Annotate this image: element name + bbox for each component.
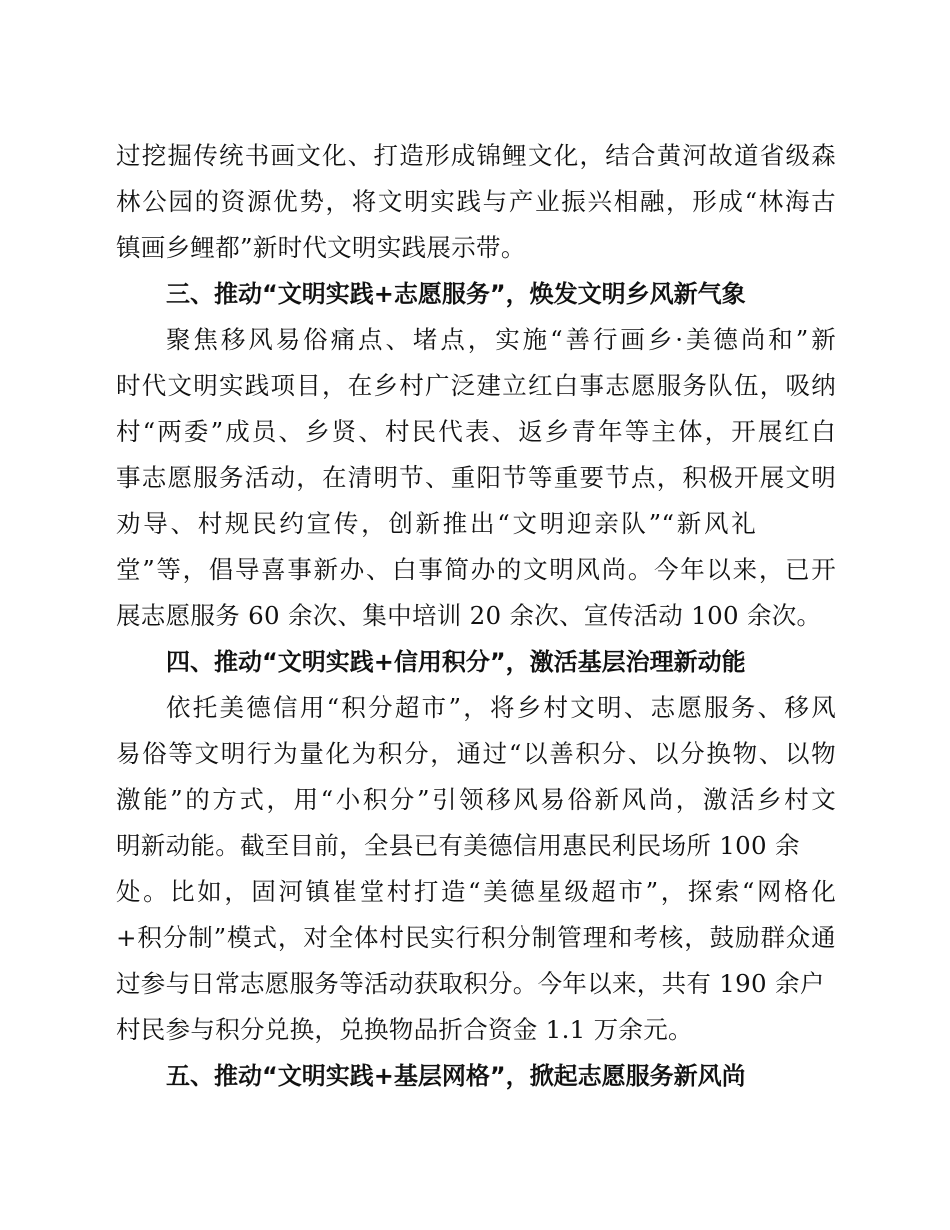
paragraph-line: 林公园的资源优势，将文明实践与产业振兴相融，形成“林海古 xyxy=(116,187,836,216)
paragraph-line: 明新动能。截至目前，全县已有美德信用惠民利民场所 100 余 xyxy=(116,831,800,860)
paragraph-line: 展志愿服务 60 余次、集中培训 20 余次、宣传活动 100 余次。 xyxy=(116,601,822,630)
paragraph-line: 过参与日常志愿服务等活动获取积分。今年以来，共有 190 余户 xyxy=(116,969,825,998)
section-heading-3: 三、推动“文明实践+志愿服务”，焕发文明乡风新气象 xyxy=(166,280,746,308)
paragraph-line: 镇画乡鲤都”新时代文明实践展示带。 xyxy=(116,233,526,262)
section-heading-4: 四、推动“文明实践+信用积分”，激活基层治理新动能 xyxy=(166,648,746,676)
paragraph-line: +积分制”模式，对全体村民实行积分制管理和考核，鼓励群众通 xyxy=(116,923,836,952)
paragraph-line: 激能”的方式，用“小积分”引领移风易俗新风尚，激活乡村文 xyxy=(116,785,836,814)
paragraph-line: 易俗等文明行为量化为积分，通过“以善积分、以分换物、以物 xyxy=(116,739,836,768)
paragraph-line: 村民参与积分兑换，兑换物品折合资金 1.1 万余元。 xyxy=(116,1015,693,1044)
paragraph-line: 事志愿服务活动，在清明节、重阳节等重要节点，积极开展文明 xyxy=(116,463,836,492)
paragraph-line: 村“两委”成员、乡贤、村民代表、返乡青年等主体，开展红白 xyxy=(116,417,836,446)
paragraph-line: 过挖掘传统书画文化、打造形成锦鲤文化，结合黄河故道省级森 xyxy=(116,141,836,170)
paragraph-line: 劝导、村规民约宣传，创新推出“文明迎亲队”“新风礼 xyxy=(116,509,756,538)
paragraph-line: 堂”等，倡导喜事新办、白事简办的文明风尚。今年以来，已开 xyxy=(116,555,837,584)
paragraph-line: 依托美德信用“积分超市”，将乡村文明、志愿服务、移风 xyxy=(166,693,836,722)
paragraph-line: 时代文明实践项目，在乡村广泛建立红白事志愿服务队伍，吸纳 xyxy=(116,371,836,400)
section-heading-5: 五、推动“文明实践+基层网格”，掀起志愿服务新风尚 xyxy=(166,1062,746,1090)
paragraph-line: 聚焦移风易俗痛点、堵点，实施“善行画乡·美德尚和”新 xyxy=(166,325,836,354)
paragraph-line: 处。比如，固河镇崔堂村打造“美德星级超市”，探索“网格化 xyxy=(116,877,836,906)
